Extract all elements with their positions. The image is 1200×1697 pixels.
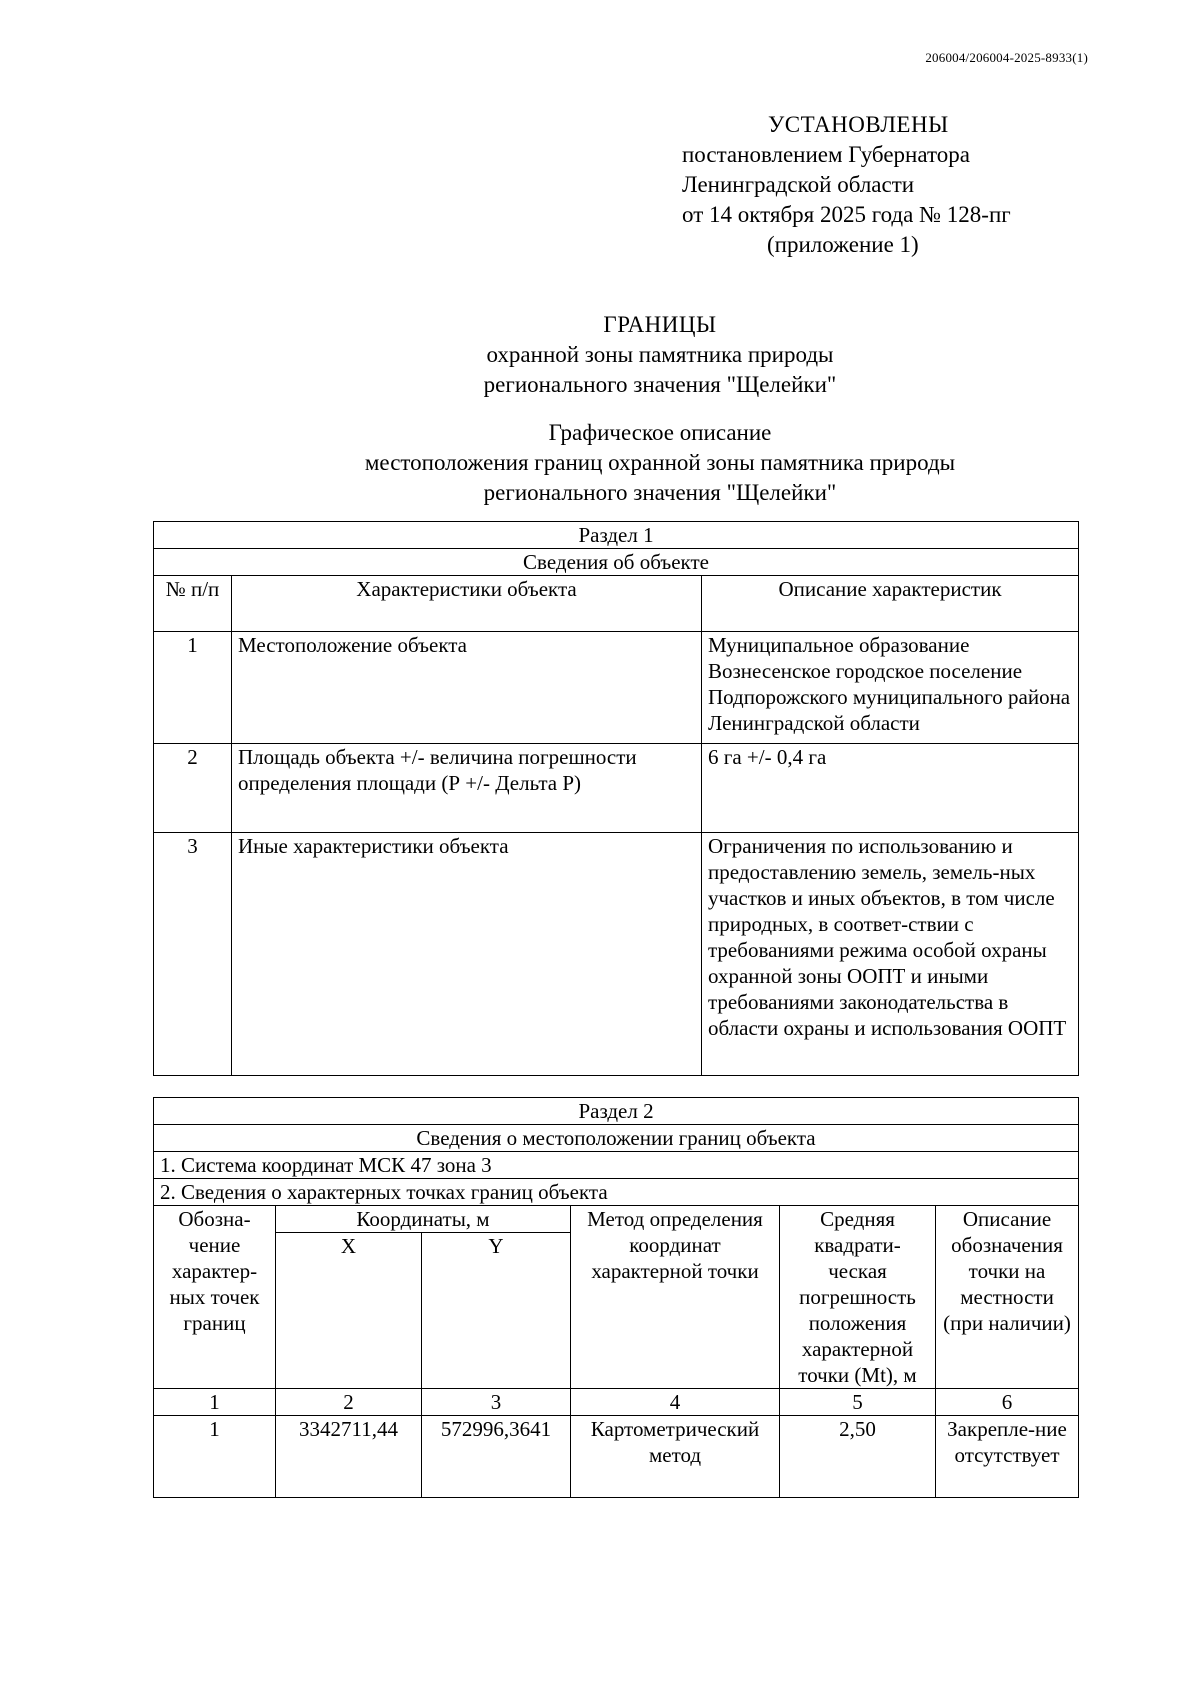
row-desc: 6 га +/- 0,4 га <box>702 744 1079 833</box>
table-row <box>154 1416 1079 1498</box>
graphic-description-title: Графическое описание <box>548 420 772 445</box>
col-desc-header: Описание обозначения точки на местности (при наличии) <box>936 1206 1079 1389</box>
col-x-header: X <box>276 1233 422 1389</box>
coord-y: 572996,3641 <box>422 1416 571 1498</box>
section1-subtitle: Сведения об объекте <box>154 549 1079 576</box>
row-char: Местоположение объекта <box>232 632 702 744</box>
col-number: 2 <box>276 1389 422 1416</box>
approval-line: постановлением Губернатора <box>682 142 970 167</box>
col-num-header: № п/п <box>154 576 232 632</box>
document-id: 206004/206004-2025-8933(1) <box>925 50 1088 65</box>
approval-title: УСТАНОВЛЕНЫ <box>768 112 949 137</box>
row-char: Площадь объекта +/- величина погрешности определения площади (Р +/- Дельта Р) <box>232 744 702 833</box>
graphic-description-line: регионального значения "Щелейки" <box>483 480 837 505</box>
row-num: 2 <box>154 744 232 833</box>
row-desc: Муниципальное образование Вознесенское городское поселение Подпорожского муниципального района Ленинградской области <box>702 632 1079 744</box>
point-id: 1 <box>154 1416 276 1498</box>
col-y-header: Y <box>422 1233 571 1389</box>
row-num: 3 <box>154 833 232 1076</box>
point-description: Закрепле-ние отсутствует <box>936 1416 1079 1498</box>
col-point-header: Обозна-чение характер-ных точек границ <box>154 1206 276 1389</box>
table-row <box>154 744 1079 833</box>
section1-table <box>153 521 1079 1076</box>
approval-note: (приложение 1) <box>767 232 919 257</box>
col-number: 3 <box>422 1389 571 1416</box>
approval-line: от 14 октября 2025 года № 128-пг <box>682 202 1011 227</box>
points-info-title: 2. Сведения о характерных точках границ объекта <box>154 1179 1079 1206</box>
col-coords-header: Координаты, м <box>276 1206 571 1233</box>
row-num: 1 <box>154 632 232 744</box>
approval-line: Ленинградской области <box>682 172 915 197</box>
col-number: 5 <box>780 1389 936 1416</box>
graphic-description-line: местоположения границ охранной зоны памятника природы <box>364 450 956 475</box>
method: Картометрический метод <box>571 1416 780 1498</box>
row-char: Иные характеристики объекта <box>232 833 702 1076</box>
section1-title: Раздел 1 <box>154 522 1079 549</box>
col-method-header: Метод определения координат характерной точки <box>571 1206 780 1389</box>
col-number: 6 <box>936 1389 1079 1416</box>
table-row <box>154 833 1079 1076</box>
error: 2,50 <box>780 1416 936 1498</box>
section2-subtitle: Сведения о местоположении границ объекта <box>154 1125 1079 1152</box>
section2-table <box>153 1097 1079 1498</box>
section2-title: Раздел 2 <box>154 1098 1079 1125</box>
coord-x: 3342711,44 <box>276 1416 422 1498</box>
col-error-header: Средняя квадрати-ческая погрешность положения характерной точки (Mt), м <box>780 1206 936 1389</box>
table-row <box>154 632 1079 744</box>
col-char-header: Характеристики объекта <box>232 576 702 632</box>
document-subtitle: охранной зоны памятника природы <box>486 342 834 367</box>
document-title: ГРАНИЦЫ <box>603 312 717 337</box>
col-number: 1 <box>154 1389 276 1416</box>
document-subtitle: регионального значения "Щелейки" <box>483 372 837 397</box>
coordinate-system: 1. Система координат МСК 47 зона 3 <box>154 1152 1079 1179</box>
col-desc-header: Описание характеристик <box>702 576 1079 632</box>
col-number: 4 <box>571 1389 780 1416</box>
row-desc: Ограничения по использованию и предоставлению земель, земель-ных участков и иных объектов, в том числе природных, в соответ-ствии с требованиями режима особой охраны охранной зоны ООПТ и иными требованиями законодательства в области охраны и использования ООПТ <box>702 833 1079 1076</box>
approval-stamp <box>682 110 1011 260</box>
